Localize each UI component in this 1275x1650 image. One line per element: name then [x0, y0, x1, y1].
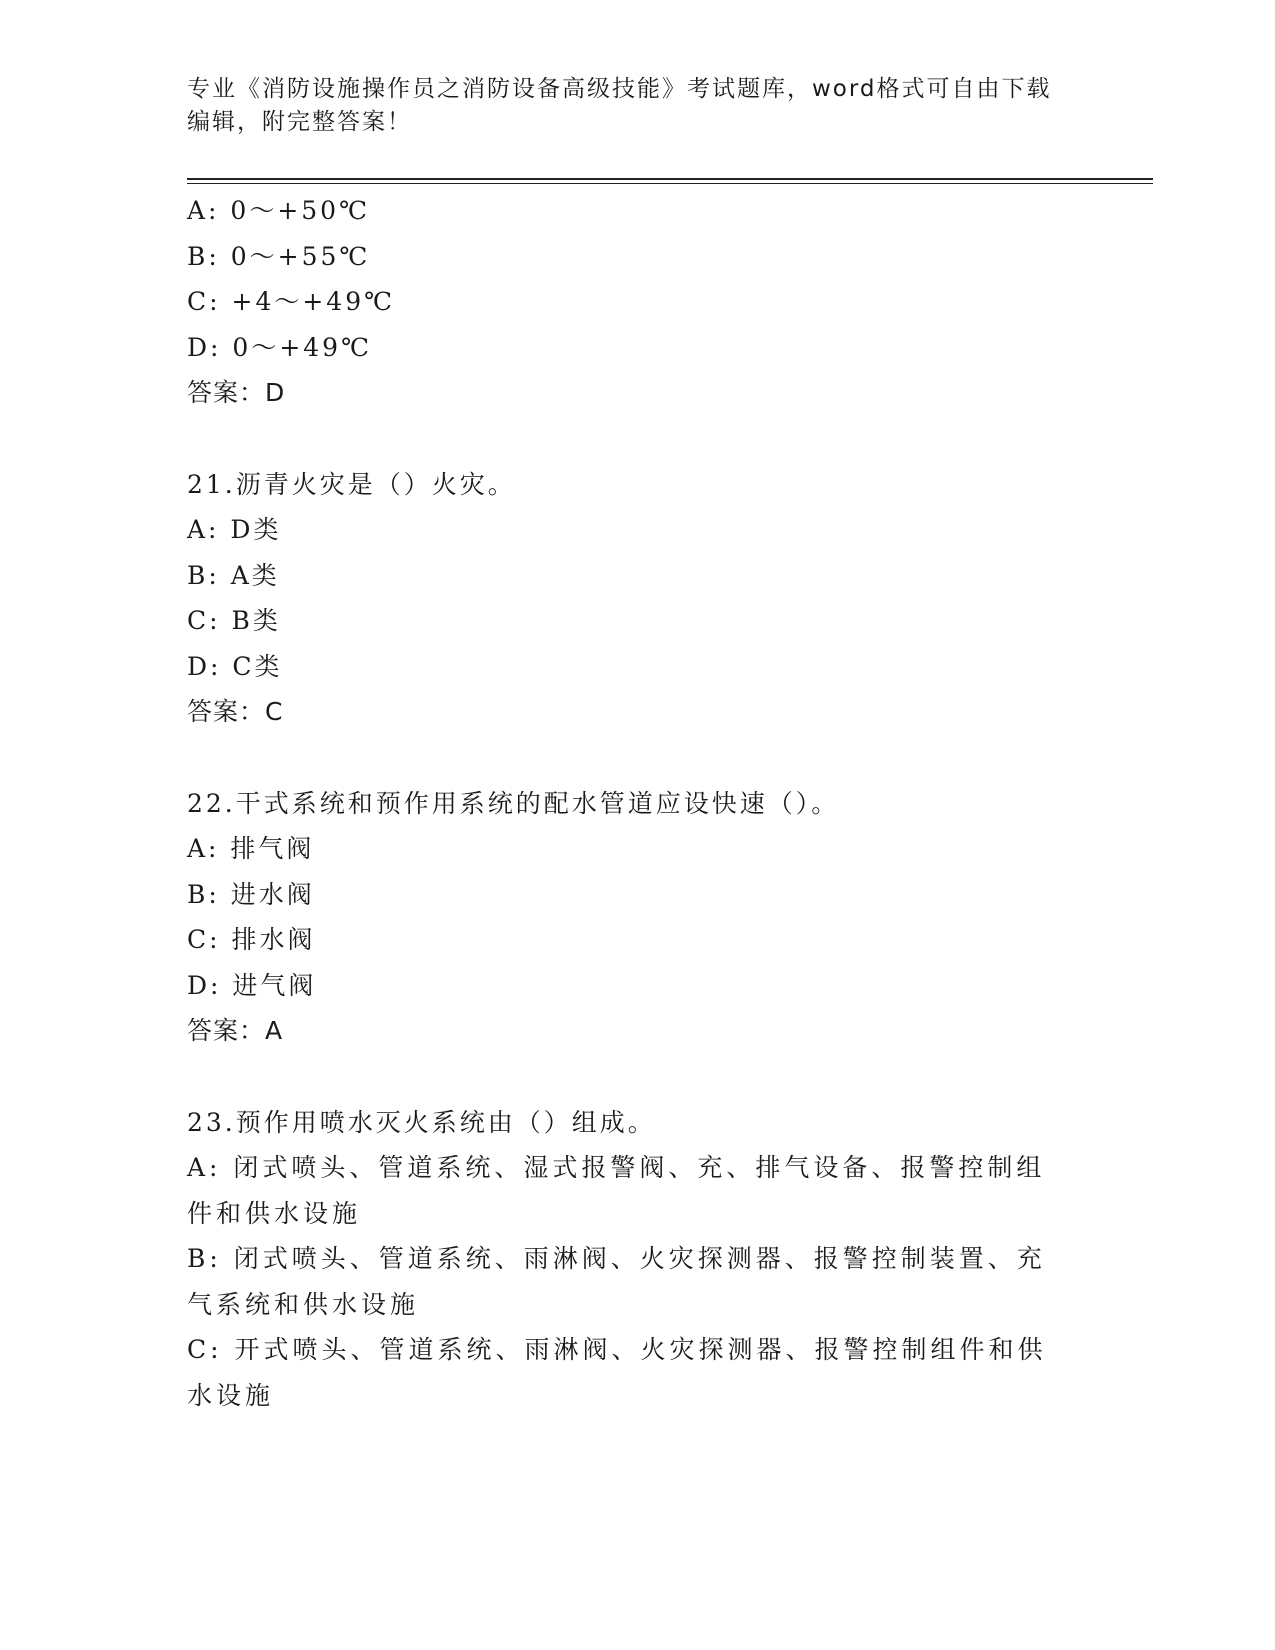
option-c: C: +4～+49℃ [187, 287, 396, 316]
answer-line: 答案：A [187, 1016, 284, 1045]
question-21 [187, 462, 1087, 735]
option-b: B: 闭式喷头、管道系统、雨淋阀、火灾探测器、报警控制装置、充气系统和供水设施 [187, 1244, 1046, 1319]
option-d: D: C类 [187, 651, 283, 681]
question-text: 23.预作用喷水灭火系统由（）组成。 [187, 1107, 656, 1137]
spacer [187, 735, 1087, 781]
option-a: A: D类 [187, 515, 282, 544]
option-a: A: 闭式喷头、管道系统、湿式报警阀、充、排气设备、报警控制组件和供水设施 [187, 1153, 1046, 1228]
option-b: B: 0～+55℃ [187, 241, 371, 271]
answer-line: 答案：C [187, 697, 284, 726]
option-a: A: 0～+50℃ [187, 196, 371, 225]
question-22 [187, 781, 1087, 1054]
option-c: C: B类 [187, 606, 281, 635]
option-c: C: 开式喷头、管道系统、雨淋阀、火灾探测器、报警控制组件和供水设施 [187, 1335, 1047, 1410]
header-divider-thick [187, 178, 1153, 180]
option-b: B: A类 [187, 560, 280, 590]
answer-line: 答案：D [187, 378, 286, 407]
document-header: 专业《消防设施操作员之消防设备高级技能》考试题库，word格式可自由下载编辑，附完整答案！ [187, 76, 1052, 135]
question-text: 22.干式系统和预作用系统的配水管道应设快速（）。 [187, 788, 840, 818]
option-d: D: 进气阀 [187, 970, 317, 1000]
option-d: D: 0～+49℃ [187, 332, 373, 362]
spacer [187, 416, 1087, 462]
question-23 [187, 1100, 1087, 1419]
option-a: A: 排气阀 [187, 834, 315, 863]
question-content [187, 188, 1087, 1418]
question-text: 21.沥青火灾是（）火灾。 [187, 469, 516, 499]
option-c: C: 排水阀 [187, 925, 316, 954]
option-b: B: 进水阀 [187, 879, 315, 909]
header-divider-thin [187, 183, 1153, 184]
spacer [187, 1054, 1087, 1100]
question-20-continued [187, 188, 1087, 416]
